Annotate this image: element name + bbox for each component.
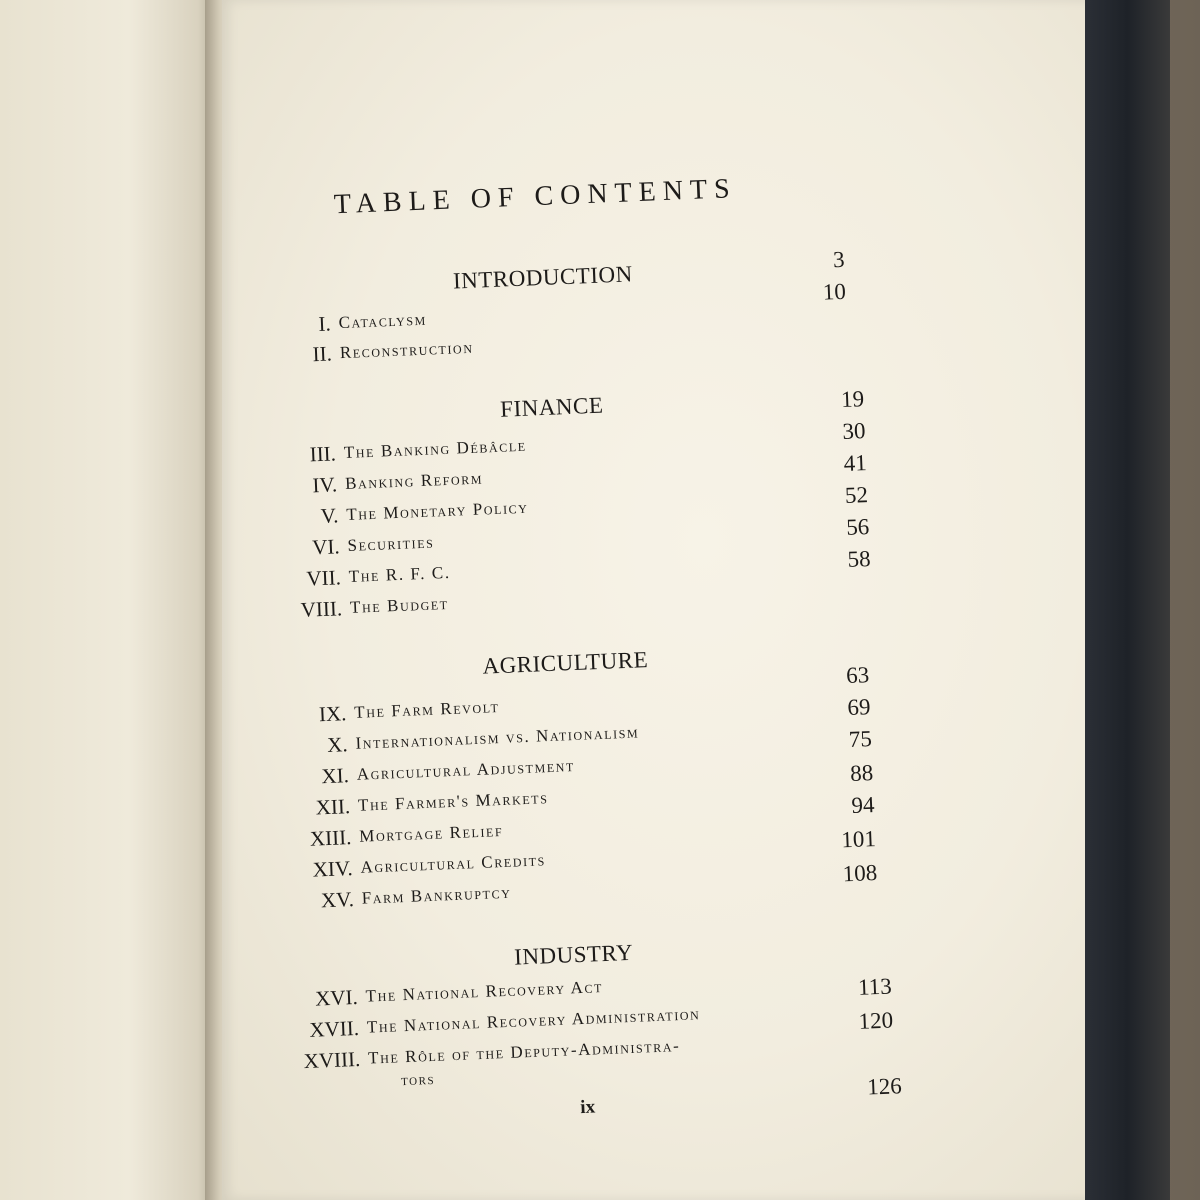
chapter-number: VII. — [306, 565, 342, 591]
chapter-title: The Farmer's Markets — [357, 788, 549, 815]
chapter-title: The Farm Revolt — [353, 697, 500, 722]
chapter-title: Agricultural Credits — [360, 850, 547, 877]
chapter-title: Banking Reform — [344, 468, 484, 494]
page-number: 58 — [847, 546, 872, 572]
chapter-number: XI. — [320, 763, 350, 789]
chapter-number: XIV. — [312, 856, 354, 882]
page-number: 52 — [844, 482, 869, 508]
page-number: 75 — [848, 726, 873, 753]
left-page — [0, 0, 215, 1200]
page-title: TABLE OF CONTENTS — [333, 173, 738, 221]
chapter-title: Internationalism vs. Nationalism — [355, 722, 640, 753]
chapter-number: I. — [317, 311, 332, 336]
chapter-title: Farm Bankruptcy — [361, 882, 512, 908]
chapter-title: The Monetary Policy — [345, 497, 529, 524]
chapter-number: IV. — [311, 472, 338, 498]
page-number: 88 — [849, 760, 874, 786]
chapter-number: XIII. — [309, 825, 352, 851]
section-heading-introduction: INTRODUCTION — [452, 261, 634, 294]
page-number: 120 — [858, 1007, 894, 1034]
section-heading-agriculture: AGRICULTURE — [482, 647, 649, 679]
chapter-number: IX. — [318, 701, 347, 727]
page-number: 108 — [842, 859, 878, 887]
chapter-title: The R. F. C. — [348, 562, 451, 586]
section-heading-industry: INDUSTRY — [513, 939, 634, 970]
chapter-number: II. — [312, 341, 333, 367]
chapter-number: III. — [309, 441, 337, 467]
page-number: 3 — [832, 246, 846, 273]
chapter-number: XVIII. — [303, 1046, 361, 1074]
chapter-number: VIII. — [300, 596, 343, 622]
page-number: 94 — [850, 792, 875, 818]
section-heading-finance: FINANCE — [499, 392, 604, 422]
chapter-number: XVII. — [308, 1015, 360, 1042]
page-number: 101 — [840, 826, 877, 853]
chapter-number: XVI. — [314, 984, 359, 1011]
chapter-title: Cataclysm — [338, 309, 428, 333]
chapter-number: V. — [320, 503, 339, 529]
chapter-number: X. — [326, 732, 349, 757]
chapter-number: XII. — [315, 794, 351, 820]
toc-page-content — [198, 0, 1123, 1200]
page-number: 41 — [843, 450, 868, 476]
chapter-title: Mortgage Relief — [358, 820, 504, 846]
page-number: 56 — [845, 514, 870, 540]
chapter-title: Agricultural Adjustment — [356, 756, 576, 784]
chapter-number: XV. — [320, 887, 355, 913]
page-number: 19 — [840, 386, 865, 413]
chapter-title: The Rôle of the Deputy-Administra- — [367, 1036, 681, 1068]
chapter-number: VI. — [311, 534, 341, 560]
page-number: 69 — [846, 694, 871, 721]
page-number: 10 — [822, 278, 847, 305]
page-number: 113 — [857, 973, 893, 1000]
folio-page-number: ix — [579, 1096, 596, 1119]
chapter-title-continuation: tors — [400, 1071, 436, 1090]
chapter-title: The National Recovery Act — [365, 977, 604, 1006]
chapter-title: The National Recovery Administration — [366, 1004, 701, 1037]
page-number: 63 — [845, 662, 870, 689]
chapter-title: Reconstruction — [339, 337, 474, 363]
chapter-title: The Banking Débâcle — [343, 435, 527, 463]
page-number: 30 — [841, 418, 866, 445]
chapter-title: The Budget — [349, 593, 450, 617]
page-number: 126 — [866, 1073, 903, 1100]
chapter-title: Securities — [347, 532, 435, 555]
